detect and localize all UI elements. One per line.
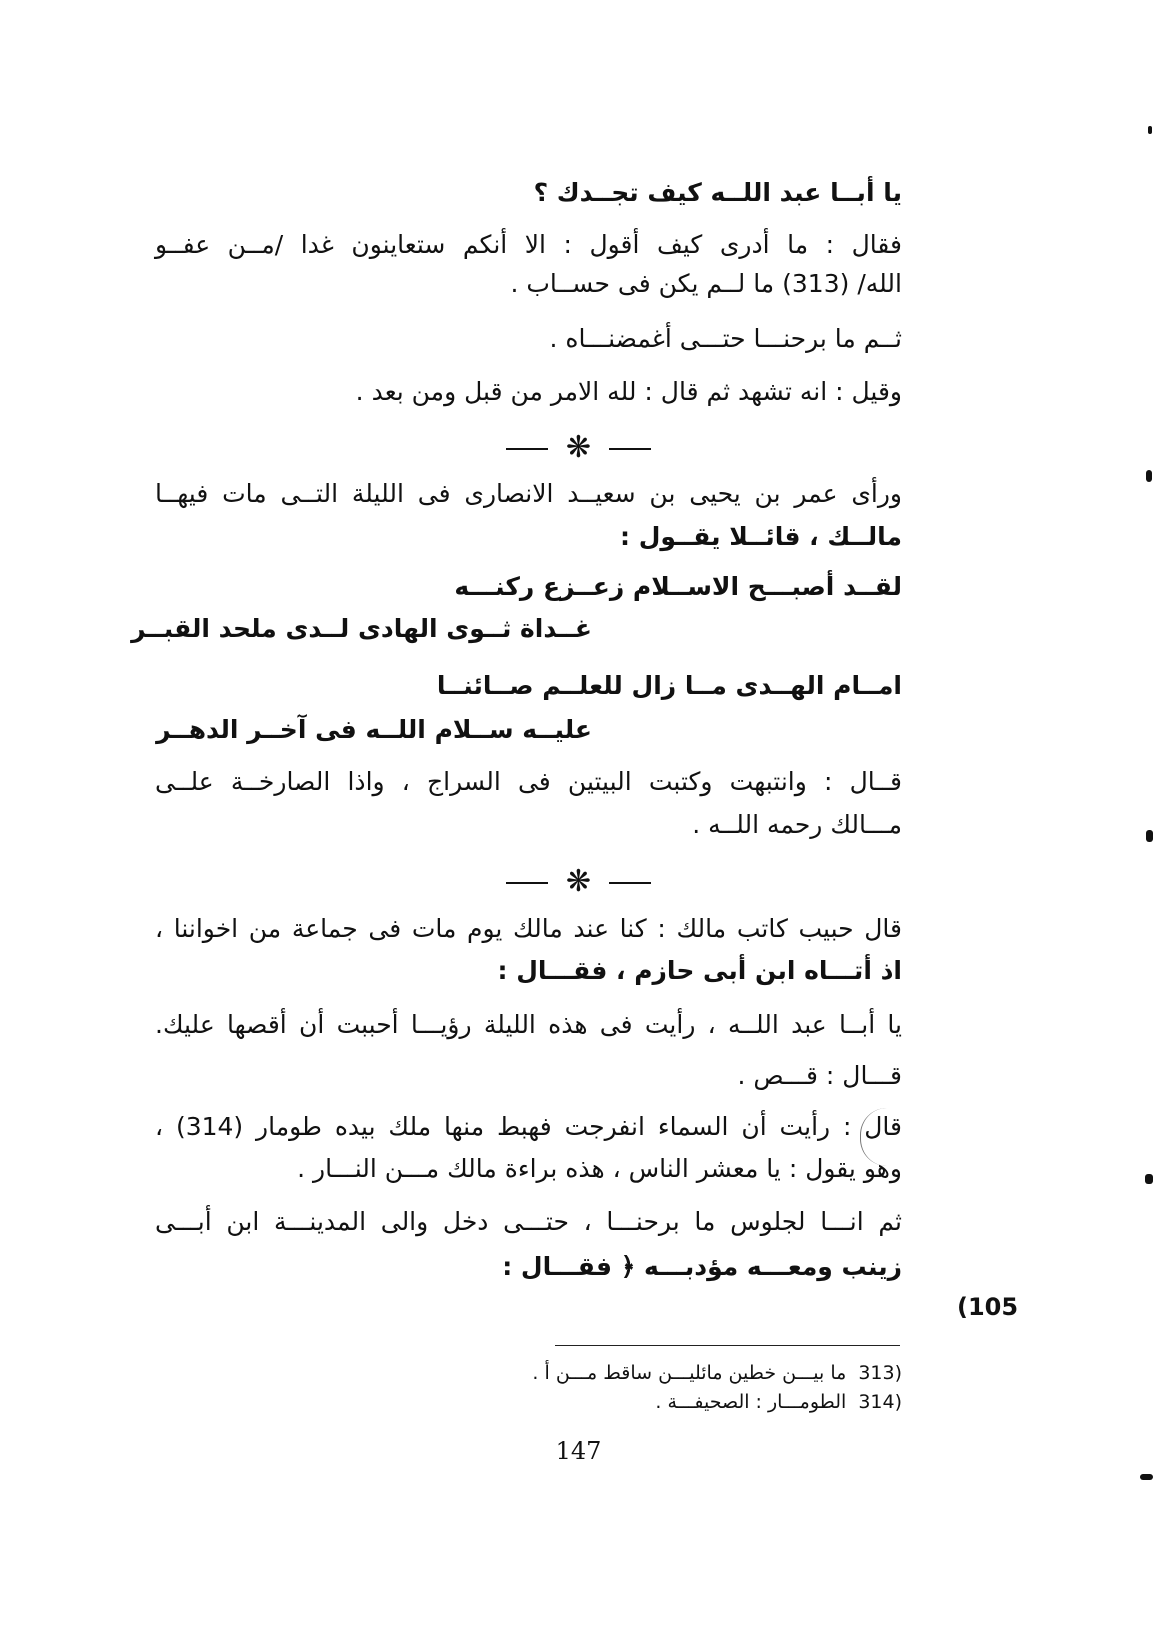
footnote-number: (314 xyxy=(858,1391,902,1413)
text-line-14: قال حبيب كاتب مالك : كنا عند مالك يوم مات فى جماعة من اخواننا ، xyxy=(155,914,902,943)
section-separator-2 xyxy=(0,862,1157,902)
scan-edge-mark xyxy=(1145,1174,1153,1184)
separator-dash xyxy=(506,882,548,884)
footnote-text: ما بيـــن خطين مائليـــن ساقط مـــن أ . xyxy=(532,1362,847,1384)
text-line-3: الله/ (313) ما لــم يكن فى حســاب . xyxy=(510,269,902,298)
separator-dash xyxy=(609,448,651,450)
scan-edge-mark xyxy=(1140,1474,1153,1480)
footnote-text: الطومـــار : الصحيفـــة . xyxy=(655,1391,847,1413)
poem-verse-1b: غــداة ثــوى الهادى لــدى ملحد القبــر xyxy=(131,614,592,643)
text-line-7: مالــك ، قائــلا يقــول : xyxy=(620,522,902,551)
footnote-313 xyxy=(532,1361,902,1385)
text-line-12: قــال : وانتبهت وكتبت البيتين فى السراج ، واذا الصارخــة علــى xyxy=(155,767,902,796)
text-line-1: يا أبــا عبد اللــه كيف تجــدك ؟ xyxy=(533,178,902,207)
text-line-15: اذ أتـــاه ابن أبى حازم ، فقـــال : xyxy=(497,956,902,985)
section-separator-1 xyxy=(0,428,1157,468)
poem-verse-2b: عليــه ســلام اللــه فى آخــر الدهــر xyxy=(156,715,592,744)
text-line-17: قـــال : قـــص . xyxy=(737,1061,902,1090)
margin-folio-note: (105 xyxy=(957,1293,1019,1321)
text-line-16: يا أبــا عبد اللــه ، رأيت فى هذه الليلة رؤيـــا أحببت أن أقصها عليك. xyxy=(155,1010,902,1039)
footnote-divider xyxy=(555,1345,900,1346)
separator-dash xyxy=(609,882,651,884)
footnote-314 xyxy=(655,1390,902,1414)
scan-edge-mark xyxy=(1146,470,1152,482)
page-number: 147 xyxy=(555,1437,602,1465)
poem-verse-1a: لقــد أصبـــح الاســلام زعــزع ركنـــه xyxy=(454,572,902,601)
scan-edge-mark xyxy=(1146,830,1153,842)
text-line-20: ثم انـــا لجلوس ما برحنـــا ، حتـــى دخل والى المدينـــة ابن أبـــى xyxy=(155,1207,902,1236)
text-line-19: وهو يقول : يا معشر الناس ، هذه براءة مالك مـــن النـــار . xyxy=(297,1154,902,1183)
separator-dash xyxy=(506,448,548,450)
poem-verse-2a: امــام الهــدى مــا زال للعلــم صــائنــا xyxy=(436,671,902,700)
scan-edge-mark xyxy=(1148,126,1152,134)
text-line-2: فقال : ما أدرى كيف أقول : الا أنكم ستعاينون غدا /مــن عفــو xyxy=(155,230,902,259)
asterisk-icon: ❋ xyxy=(565,864,592,899)
text-line-5: وقيل : انه تشهد ثم قال : لله الامر من قبل ومن بعد . xyxy=(355,377,902,406)
asterisk-icon: ❋ xyxy=(565,430,592,465)
text-line-21: زينب ومعـــه مؤدبـــه ﴿ فقـــال : xyxy=(502,1252,902,1281)
text-line-6: ورأى عمر بن يحيى بن سعيــد الانصارى فى الليلة التــى مات فيهــا xyxy=(155,479,902,508)
text-line-18: قال : رأيت أن السماء انفرجت فهبط منها ملك بيده طومار (314) ، xyxy=(155,1112,902,1141)
footnote-number: (313 xyxy=(858,1362,902,1384)
text-line-4: ثــم ما برحنـــا حتـــى أغمضنـــاه . xyxy=(549,324,902,353)
text-line-13: مـــالك رحمه اللــه . xyxy=(692,810,902,839)
